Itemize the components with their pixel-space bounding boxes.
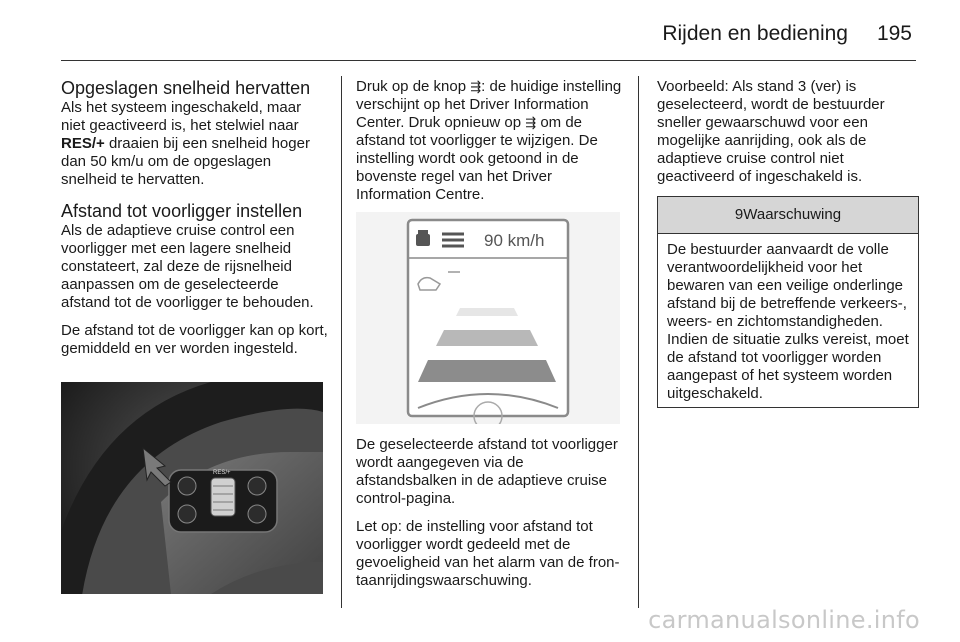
warning-icon: 9 bbox=[734, 206, 744, 223]
paragraph-resume bbox=[61, 99, 329, 189]
paragraph-distance-bars: De geselecteerde afstand tot voorligger wordt aangegeven via de afstandsbalken in de adaptieve cruise control-pagina. bbox=[356, 436, 618, 507]
header-rule bbox=[61, 60, 916, 61]
warning-text: De bestuurder aanvaardt de volle verantwoordelijkheid voor het bewaren van een veilige onderlinge afstand bij de betreffende verkeers-, weers- en zichtomstandigheden. Indien de situatie zulks vereist, moet de afstand tot voorligger worden aangepast of het systeem worden uitgeschakeld. bbox=[667, 241, 909, 402]
paragraph-distance-1: Als de adaptieve cruise control een voorligger met een lagere snelheid constateert, zal deze de rijsnelheid aanpassen om de geselecteerde afstand tot de voorligger te behouden. bbox=[61, 222, 314, 311]
text: Druk op de knop bbox=[356, 78, 471, 95]
column-2-lower bbox=[356, 436, 626, 600]
follow-distance-icon: ⇶ bbox=[470, 79, 482, 94]
text: draaien bij een snelheid hoger dan 50 km/u om de opgeslagen snelheid te hervatten. bbox=[61, 135, 310, 188]
paragraph-note: Let op: de instelling voor afstand tot voorligger wordt gedeeld met de gevoeligheid van het alarm van de frontaanrijdingswaarschuwing. bbox=[356, 518, 620, 589]
paragraph-distance-2: De afstand tot de voorligger kan op kort, gemiddeld en ver worden ingesteld. bbox=[61, 322, 328, 357]
steering-wheel-illustration bbox=[61, 382, 323, 594]
warning-title: Waarschuwing bbox=[743, 206, 842, 223]
dic-screen-illustration bbox=[356, 212, 620, 424]
column-divider bbox=[638, 76, 639, 608]
watermark: carmanualsonline.info bbox=[648, 606, 920, 634]
warning-header bbox=[658, 197, 918, 234]
column-2 bbox=[356, 78, 626, 214]
heading-distance-setting: Afstand tot voorligger instellen bbox=[61, 201, 303, 221]
heading-resume-speed: Opgeslagen snelheid hervatten bbox=[61, 78, 311, 98]
column-divider bbox=[341, 76, 342, 608]
paragraph-press-button bbox=[356, 78, 626, 204]
res-plus-label: RES/+ bbox=[61, 135, 105, 152]
text: om de afstand tot voorligger te wijzigen. De instelling wordt ook getoond in de bovenste regel van het Driver Information Centre. bbox=[356, 114, 598, 203]
warning-box bbox=[657, 196, 919, 408]
steering-wheel-photo bbox=[61, 382, 323, 594]
res-label: RES/+ bbox=[213, 470, 231, 476]
text: Als het systeem ingeschakeld, maar niet geactiveerd is, het stelwiel naar bbox=[61, 99, 302, 134]
header-title: Rijden en bediening bbox=[662, 22, 848, 45]
paragraph-example: Voorbeeld: Als stand 3 (ver) is geselecteerd, wordt de bestuurder sneller gewaarschuwd voor een mogelijke aanrijding, ook als de adaptieve cruise control niet geactiveerd of ingeschakeld is. bbox=[657, 78, 885, 185]
screen-speed: 90 km/h bbox=[484, 231, 545, 250]
page-number: 195 bbox=[876, 22, 912, 45]
column-1 bbox=[61, 78, 329, 368]
dic-screen bbox=[356, 212, 620, 424]
acc-car-icon bbox=[416, 230, 430, 246]
text: : de huidige instelling verschijnt op het Driver Information Center. Druk opnieuw op bbox=[356, 78, 622, 131]
column-3 bbox=[657, 78, 925, 196]
follow-distance-icon: ⇶ bbox=[525, 115, 537, 130]
